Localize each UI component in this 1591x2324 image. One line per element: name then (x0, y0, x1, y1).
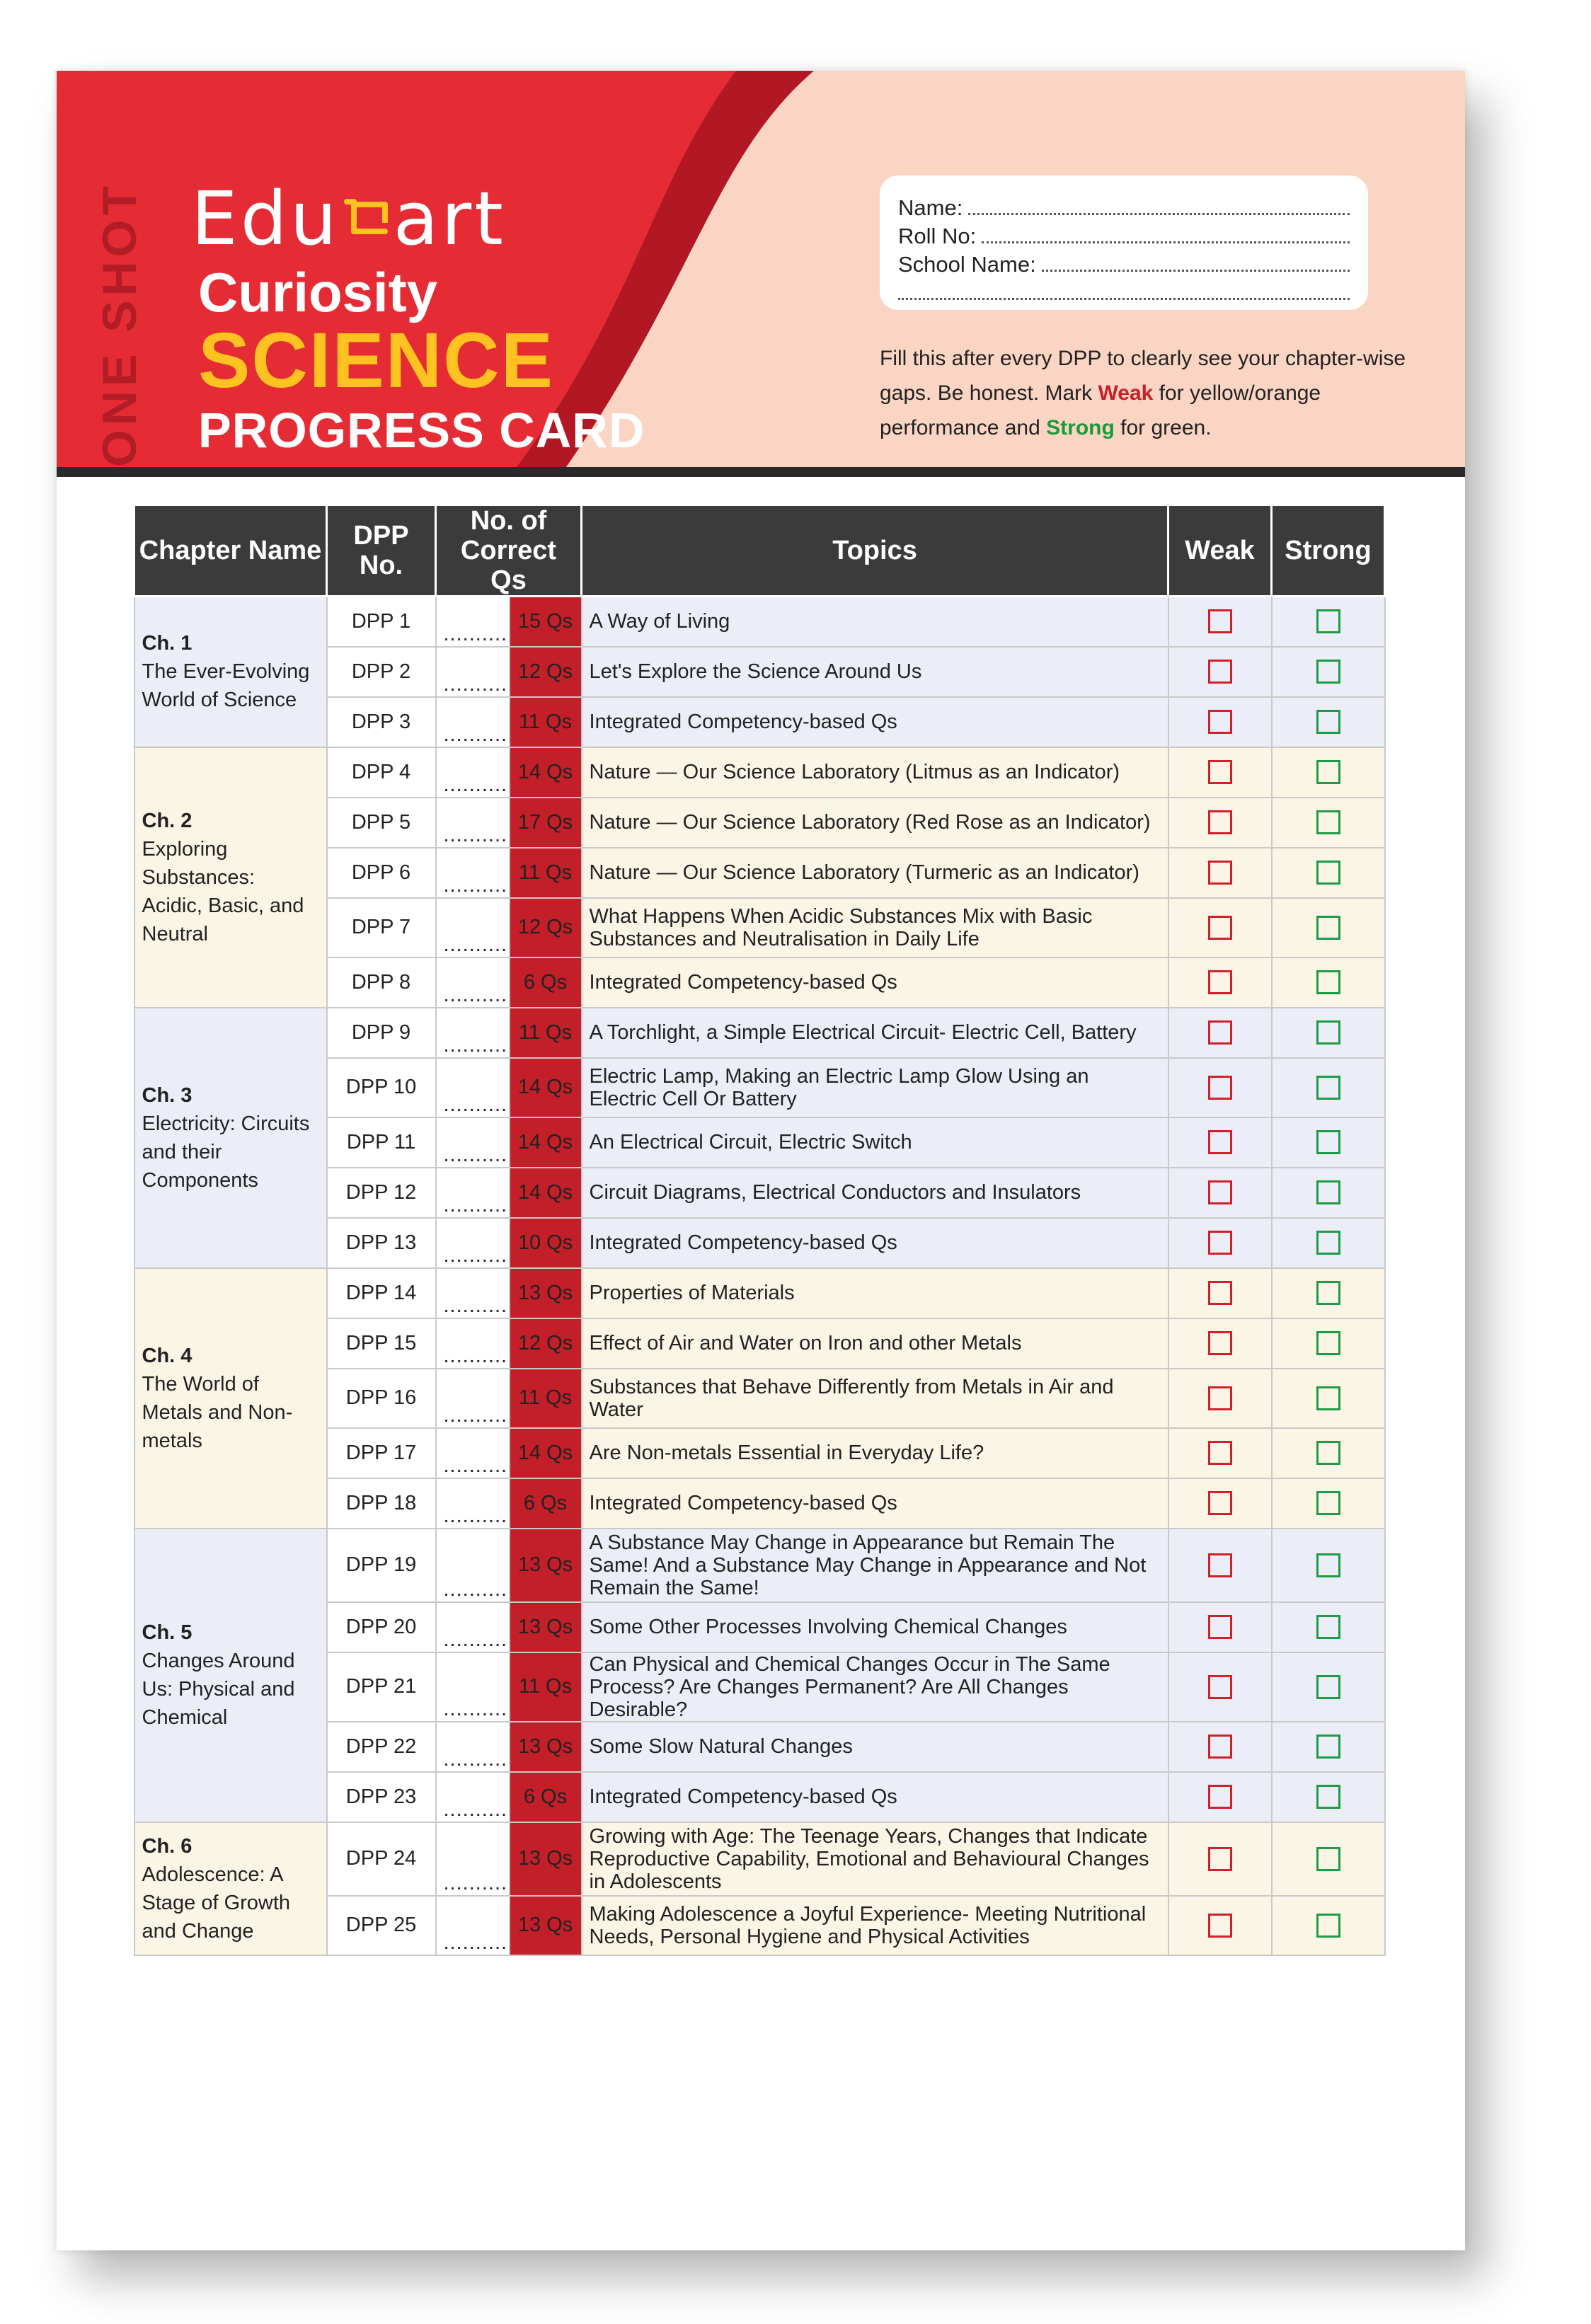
checkbox-weak-icon[interactable] (1208, 970, 1232, 994)
note-part3: for green. (1114, 416, 1212, 439)
weak-cell (1168, 798, 1272, 848)
header-weak: Weak (1168, 505, 1272, 597)
weak-cell (1168, 1772, 1272, 1822)
total-questions: 6 Qs (510, 1772, 582, 1822)
dpp-number: DPP 4 (327, 747, 436, 798)
strong-cell (1272, 1318, 1385, 1369)
dpp-number: DPP 11 (327, 1117, 436, 1168)
chapter-number: Ch. 3 (142, 1083, 193, 1107)
total-questions: 12 Qs (510, 898, 582, 957)
checkbox-weak-icon[interactable] (1208, 1076, 1232, 1100)
correct-count-field[interactable]: .......... (436, 647, 510, 697)
note-part1: Fill this after every DPP to clearly see your chapter-wise gaps. Be honest. Mark (880, 347, 1406, 405)
table-row (134, 1268, 1385, 1318)
dpp-number: DPP 9 (327, 1008, 436, 1058)
header-topics: Topics (582, 505, 1168, 597)
correct-count-field[interactable]: .......... (436, 1478, 510, 1529)
strong-cell (1272, 1602, 1385, 1652)
correct-count-field[interactable]: .......... (436, 898, 510, 957)
table-body (134, 597, 1385, 1955)
checkbox-strong-icon[interactable] (1316, 1615, 1340, 1639)
chapter-cell (134, 747, 327, 1008)
strong-cell (1272, 747, 1385, 798)
total-questions: 14 Qs (510, 1058, 582, 1117)
checkbox-strong-icon[interactable] (1316, 1180, 1340, 1204)
correct-count-field[interactable]: .......... (436, 1529, 510, 1602)
correct-count-field[interactable]: .......... (436, 1722, 510, 1772)
checkbox-strong-icon[interactable] (1316, 1331, 1340, 1355)
chapter-name: The Ever-Evolving World of Science (142, 660, 310, 712)
strong-cell (1272, 1008, 1385, 1058)
strong-cell (1272, 1369, 1385, 1428)
header (57, 71, 1465, 467)
total-questions: 13 Qs (510, 1896, 582, 1955)
checkbox-strong-icon[interactable] (1316, 660, 1340, 684)
topic-text: Integrated Competency-based Qs (582, 697, 1168, 747)
topic-text: Nature — Our Science Laboratory (Turmeric as an Indicator) (582, 848, 1168, 898)
checkbox-weak-icon[interactable] (1208, 1491, 1232, 1515)
strong-cell (1272, 957, 1385, 1008)
dpp-number: DPP 23 (327, 1772, 436, 1822)
checkbox-weak-icon[interactable] (1208, 1914, 1232, 1938)
weak-cell (1168, 1428, 1272, 1478)
chapter-name: Exploring Substances: Acidic, Basic, and Neutral (142, 837, 304, 945)
header-strong: Strong (1272, 505, 1385, 597)
header-correct: No. of Correct Qs (436, 505, 582, 597)
progress-table (133, 504, 1386, 1956)
correct-count-field[interactable]: .......... (436, 1058, 510, 1117)
checkbox-strong-icon[interactable] (1316, 1076, 1340, 1100)
dpp-number: DPP 12 (327, 1168, 436, 1218)
topic-text: A Torchlight, a Simple Electrical Circuit- Electric Cell, Battery (582, 1008, 1168, 1058)
checkbox-strong-icon[interactable] (1316, 1553, 1340, 1577)
correct-count-field[interactable]: .......... (436, 1602, 510, 1652)
chapter-name: Adolescence: A Stage of Growth and Change (142, 1863, 291, 1943)
strong-cell (1272, 1058, 1385, 1117)
name-field[interactable] (968, 213, 1350, 215)
correct-count-field[interactable]: .......... (436, 1168, 510, 1218)
checkbox-strong-icon[interactable] (1316, 1847, 1340, 1871)
dpp-number: DPP 1 (327, 597, 436, 647)
header-rule (57, 467, 1465, 477)
strong-cell (1272, 798, 1385, 848)
checkbox-weak-icon[interactable] (1208, 1386, 1232, 1410)
weak-cell (1168, 1722, 1272, 1772)
series-title: Curiosity (198, 261, 438, 323)
strong-cell (1272, 1117, 1385, 1168)
dpp-number: DPP 19 (327, 1529, 436, 1602)
chapter-name: Changes Around Us: Physical and Chemical (142, 1650, 295, 1729)
weak-cell (1168, 1168, 1272, 1218)
correct-count-field[interactable]: .......... (436, 798, 510, 848)
strong-cell (1272, 1529, 1385, 1602)
correct-count-field[interactable]: .......... (436, 1318, 510, 1369)
dpp-number: DPP 2 (327, 647, 436, 697)
total-questions: 11 Qs (510, 848, 582, 898)
checkbox-weak-icon[interactable] (1208, 1441, 1232, 1465)
weak-cell (1168, 1478, 1272, 1529)
table-row (134, 1529, 1385, 1602)
checkbox-weak-icon[interactable] (1208, 760, 1232, 784)
note-part2: for yellow/orange performance and (880, 381, 1321, 439)
weak-cell (1168, 848, 1272, 898)
strong-cell (1272, 1478, 1385, 1529)
checkbox-weak-icon[interactable] (1208, 1615, 1232, 1639)
student-info-box (880, 176, 1368, 310)
weak-cell (1168, 1529, 1272, 1602)
checkbox-strong-icon[interactable] (1316, 1785, 1340, 1809)
checkbox-weak-icon[interactable] (1208, 810, 1232, 834)
correct-count-field[interactable]: .......... (436, 1008, 510, 1058)
strong-cell (1272, 848, 1385, 898)
table-row (134, 1008, 1385, 1058)
weak-cell (1168, 1117, 1272, 1168)
subject-title: SCIENCE (198, 317, 554, 404)
instructions-note (880, 341, 1418, 445)
topic-text: Making Adolescence a Joyful Experience- Meeting Nutritional Needs, Personal Hygiene and Physical Activities (582, 1896, 1168, 1955)
strong-cell (1272, 1896, 1385, 1955)
checkbox-strong-icon[interactable] (1316, 1020, 1340, 1045)
correct-count-field[interactable]: .......... (436, 1268, 510, 1318)
weak-cell (1168, 1822, 1272, 1896)
topic-text: Can Physical and Chemical Changes Occur in The Same Process? Are Changes Permanent? Are All Changes Desirable? (582, 1652, 1168, 1722)
topic-text: Integrated Competency-based Qs (582, 1772, 1168, 1822)
school-field-2[interactable] (898, 298, 1350, 300)
total-questions: 10 Qs (510, 1218, 582, 1268)
topic-text: An Electrical Circuit, Electric Switch (582, 1117, 1168, 1168)
strong-cell (1272, 597, 1385, 647)
chapter-cell (134, 597, 327, 747)
roll-label: Roll No: (898, 224, 977, 248)
card-title: PROGRESS CARD (198, 403, 645, 458)
topic-text: Are Non-metals Essential in Everyday Life? (582, 1428, 1168, 1478)
topic-text: Nature — Our Science Laboratory (Red Rose as an Indicator) (582, 798, 1168, 848)
dpp-number: DPP 13 (327, 1218, 436, 1268)
dpp-number: DPP 16 (327, 1369, 436, 1428)
topic-text: Some Slow Natural Changes (582, 1722, 1168, 1772)
weak-cell (1168, 1652, 1272, 1722)
dpp-number: DPP 7 (327, 898, 436, 957)
dpp-number: DPP 21 (327, 1652, 436, 1722)
correct-count-field[interactable]: .......... (436, 1652, 510, 1722)
topic-text: Nature — Our Science Laboratory (Litmus as an Indicator) (582, 747, 1168, 798)
checkbox-strong-icon[interactable] (1316, 760, 1340, 784)
note-weak: Weak (1098, 381, 1154, 405)
school-line[interactable] (898, 249, 1350, 277)
strong-cell (1272, 1428, 1385, 1478)
topic-text: A Substance May Change in Appearance but Remain The Same! And a Substance May Change in Appearance and Not Remain the Same! (582, 1529, 1168, 1602)
topic-text: Growing with Age: The Teenage Years, Changes that Indicate Reproductive Capability, Emotional and Behavioural Changes in Adolescents (582, 1822, 1168, 1896)
checkbox-strong-icon[interactable] (1316, 1491, 1340, 1515)
header-dpp: DPP No. (327, 505, 436, 597)
total-questions: 14 Qs (510, 1117, 582, 1168)
checkbox-strong-icon[interactable] (1316, 1735, 1340, 1759)
school-label: School Name: (898, 252, 1036, 277)
header-chapter: Chapter Name (134, 505, 327, 597)
topic-text: Integrated Competency-based Qs (582, 1218, 1168, 1268)
dpp-number: DPP 14 (327, 1268, 436, 1318)
logo-right: art (393, 176, 506, 262)
chapter-cell (134, 1529, 327, 1822)
correct-count-field[interactable]: .......... (436, 1218, 510, 1268)
checkbox-strong-icon[interactable] (1316, 1441, 1340, 1465)
total-questions: 11 Qs (510, 697, 582, 747)
table-row (134, 597, 1385, 647)
checkbox-strong-icon[interactable] (1316, 1386, 1340, 1410)
total-questions: 14 Qs (510, 747, 582, 798)
checkbox-strong-icon[interactable] (1316, 916, 1340, 940)
total-questions: 6 Qs (510, 957, 582, 1008)
correct-count-field[interactable]: .......... (436, 848, 510, 898)
dpp-number: DPP 25 (327, 1896, 436, 1955)
weak-cell (1168, 597, 1272, 647)
correct-count-field[interactable]: .......... (436, 1369, 510, 1428)
one-shot-tag: ONE SHOT (93, 181, 147, 467)
weak-cell (1168, 1058, 1272, 1117)
checkbox-weak-icon[interactable] (1208, 1675, 1232, 1699)
table-row (134, 747, 1385, 798)
checkbox-weak-icon[interactable] (1208, 710, 1232, 734)
total-questions: 6 Qs (510, 1478, 582, 1529)
strong-cell (1272, 1722, 1385, 1772)
checkbox-weak-icon[interactable] (1208, 1231, 1232, 1255)
checkbox-weak-icon[interactable] (1208, 609, 1232, 633)
dpp-number: DPP 5 (327, 798, 436, 848)
dpp-number: DPP 3 (327, 697, 436, 747)
checkbox-strong-icon[interactable] (1316, 1281, 1340, 1305)
topic-text: Substances that Behave Differently from Metals in Air and Water (582, 1369, 1168, 1428)
roll-field[interactable] (982, 241, 1350, 243)
total-questions: 13 Qs (510, 1268, 582, 1318)
weak-cell (1168, 1369, 1272, 1428)
dpp-number: DPP 17 (327, 1428, 436, 1478)
chapter-cell (134, 1008, 327, 1268)
total-questions: 13 Qs (510, 1602, 582, 1652)
total-questions: 12 Qs (510, 647, 582, 697)
checkbox-strong-icon[interactable] (1316, 1231, 1340, 1255)
dpp-number: DPP 18 (327, 1478, 436, 1529)
checkbox-strong-icon[interactable] (1316, 710, 1340, 734)
correct-count-field[interactable]: .......... (436, 1428, 510, 1478)
name-label: Name: (898, 195, 963, 220)
strong-cell (1272, 697, 1385, 747)
checkbox-strong-icon[interactable] (1316, 1130, 1340, 1154)
progress-card-sheet (57, 71, 1465, 2250)
weak-cell (1168, 957, 1272, 1008)
weak-cell (1168, 747, 1272, 798)
checkbox-weak-icon[interactable] (1208, 1281, 1232, 1305)
weak-cell (1168, 1602, 1272, 1652)
total-questions: 13 Qs (510, 1822, 582, 1896)
total-questions: 17 Qs (510, 798, 582, 848)
checkbox-strong-icon[interactable] (1316, 861, 1340, 885)
chapter-cell (134, 1268, 327, 1529)
checkbox-weak-icon[interactable] (1208, 1331, 1232, 1355)
strong-cell (1272, 1772, 1385, 1822)
checkbox-strong-icon[interactable] (1316, 1675, 1340, 1699)
checkbox-weak-icon[interactable] (1208, 1735, 1232, 1759)
strong-cell (1272, 1652, 1385, 1722)
total-questions: 12 Qs (510, 1318, 582, 1369)
table-header-row (134, 505, 1385, 597)
school-line-2[interactable] (898, 277, 1350, 306)
topic-text: Circuit Diagrams, Electrical Conductors and Insulators (582, 1168, 1168, 1218)
topic-text: Properties of Materials (582, 1268, 1168, 1318)
total-questions: 11 Qs (510, 1652, 582, 1722)
chapter-number: Ch. 1 (142, 632, 193, 655)
checkbox-weak-icon[interactable] (1208, 660, 1232, 684)
chapter-name: The World of Metals and Non-metals (142, 1372, 293, 1452)
topic-text: Effect of Air and Water on Iron and other Metals (582, 1318, 1168, 1369)
strong-cell (1272, 1168, 1385, 1218)
total-questions: 11 Qs (510, 1369, 582, 1428)
correct-count-field[interactable]: .......... (436, 1772, 510, 1822)
total-questions: 11 Qs (510, 1008, 582, 1058)
correct-count-field[interactable]: .......... (436, 747, 510, 798)
checkbox-strong-icon[interactable] (1316, 810, 1340, 834)
checkbox-weak-icon[interactable] (1208, 1020, 1232, 1045)
strong-cell (1272, 1268, 1385, 1318)
chapter-number: Ch. 6 (142, 1834, 193, 1858)
table-row (134, 1822, 1385, 1896)
total-questions: 14 Qs (510, 1428, 582, 1478)
chapter-cell (134, 1822, 327, 1955)
educart-logo (191, 176, 506, 262)
dpp-number: DPP 6 (327, 848, 436, 898)
roll-line[interactable] (898, 221, 1350, 249)
checkbox-strong-icon[interactable] (1316, 1914, 1340, 1938)
checkbox-weak-icon[interactable] (1208, 1130, 1232, 1154)
name-line[interactable] (898, 192, 1350, 221)
topic-text: A Way of Living (582, 597, 1168, 647)
correct-count-field[interactable]: .......... (436, 697, 510, 747)
weak-cell (1168, 1318, 1272, 1369)
total-questions: 15 Qs (510, 597, 582, 647)
dpp-number: DPP 24 (327, 1822, 436, 1896)
logo-left: Edu (191, 176, 340, 262)
strong-cell (1272, 898, 1385, 957)
weak-cell (1168, 647, 1272, 697)
strong-cell (1272, 1218, 1385, 1268)
school-field[interactable] (1042, 270, 1350, 272)
checkbox-strong-icon[interactable] (1316, 609, 1340, 633)
weak-cell (1168, 1896, 1272, 1955)
cart-icon (344, 180, 389, 229)
dpp-number: DPP 10 (327, 1058, 436, 1117)
total-questions: 14 Qs (510, 1168, 582, 1218)
strong-cell (1272, 647, 1385, 697)
weak-cell (1168, 1008, 1272, 1058)
correct-count-field[interactable]: .......... (436, 1822, 510, 1896)
note-strong: Strong (1046, 416, 1115, 439)
chapter-name: Electricity: Circuits and their Components (142, 1112, 310, 1192)
checkbox-weak-icon[interactable] (1208, 1785, 1232, 1809)
topic-text: Let's Explore the Science Around Us (582, 647, 1168, 697)
weak-cell (1168, 1268, 1272, 1318)
dpp-number: DPP 8 (327, 957, 436, 1008)
correct-count-field[interactable]: .......... (436, 1896, 510, 1955)
total-questions: 13 Qs (510, 1722, 582, 1772)
checkbox-weak-icon[interactable] (1208, 1180, 1232, 1204)
total-questions: 13 Qs (510, 1529, 582, 1602)
checkbox-weak-icon[interactable] (1208, 916, 1232, 940)
checkbox-strong-icon[interactable] (1316, 970, 1340, 994)
weak-cell (1168, 697, 1272, 747)
chapter-number: Ch. 4 (142, 1344, 193, 1367)
weak-cell (1168, 898, 1272, 957)
topic-text: Integrated Competency-based Qs (582, 957, 1168, 1008)
checkbox-weak-icon[interactable] (1208, 1847, 1232, 1871)
dpp-number: DPP 20 (327, 1602, 436, 1652)
correct-count-field[interactable]: .......... (436, 1117, 510, 1168)
chapter-number: Ch. 5 (142, 1621, 193, 1644)
correct-count-field[interactable]: .......... (436, 597, 510, 647)
topic-text: Some Other Processes Involving Chemical Changes (582, 1602, 1168, 1652)
dpp-number: DPP 22 (327, 1722, 436, 1772)
topic-text: Electric Lamp, Making an Electric Lamp Glow Using an Electric Cell Or Battery (582, 1058, 1168, 1117)
topic-text: Integrated Competency-based Qs (582, 1478, 1168, 1529)
checkbox-weak-icon[interactable] (1208, 861, 1232, 885)
chapter-number: Ch. 2 (142, 809, 193, 832)
correct-count-field[interactable]: .......... (436, 957, 510, 1008)
dpp-number: DPP 15 (327, 1318, 436, 1369)
topic-text: What Happens When Acidic Substances Mix with Basic Substances and Neutralisation in Daily Life (582, 898, 1168, 957)
strong-cell (1272, 1822, 1385, 1896)
weak-cell (1168, 1218, 1272, 1268)
checkbox-weak-icon[interactable] (1208, 1553, 1232, 1577)
